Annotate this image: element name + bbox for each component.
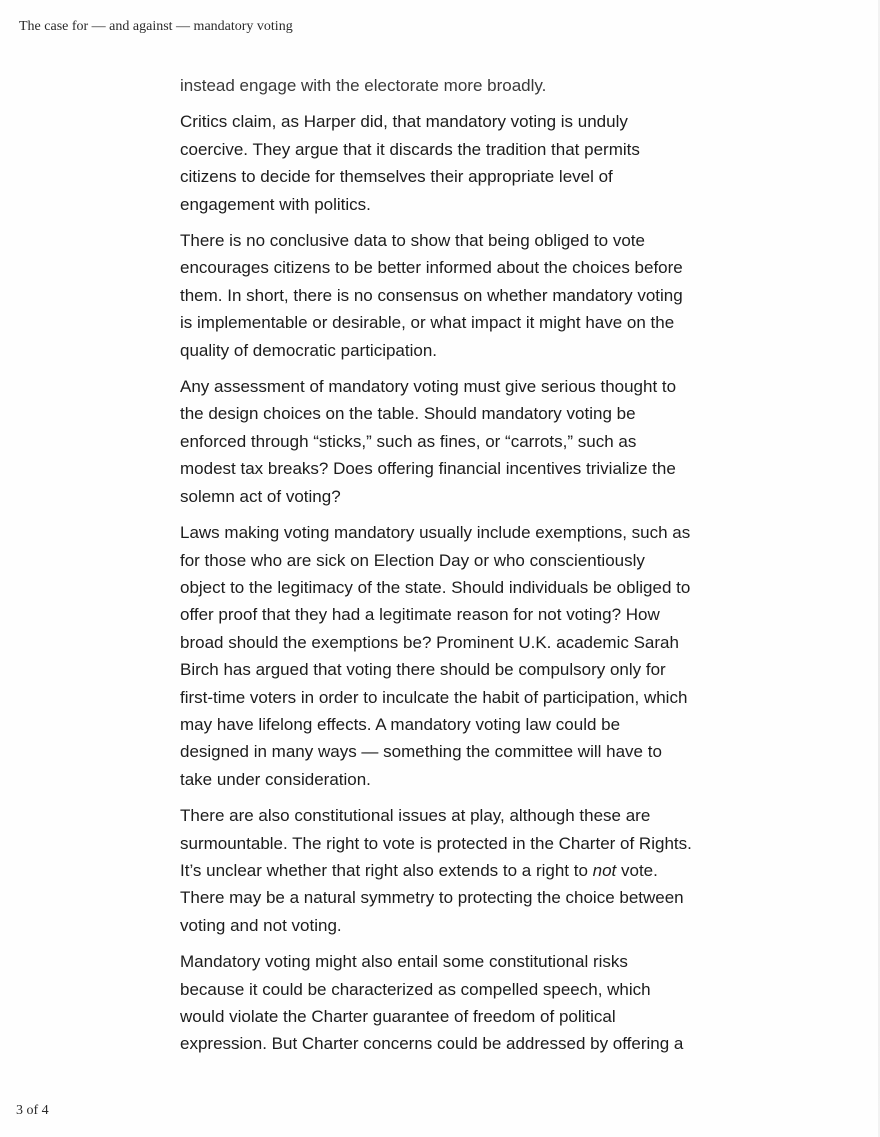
paragraph-constitutional-risks: Mandatory voting might also entail some constitutional risks because it could be characterized as compelled speech, which would violate the Charter guarantee of freedom of political expression. But Charter concerns could be addressed by offering a (180, 952, 684, 1054)
emphasis-not: not (592, 860, 617, 880)
paragraph-text: There are also constitutional issues at play, although these are surmountable. The right to vote is protected in the Charter of Rights. It’s unclear whether that right also extends to a right to (180, 806, 692, 880)
paragraph-text: vote. There may be a natural symmetry to protecting the choice between voting and not voting. (180, 860, 684, 935)
paragraph-no-conclusive-data: There is no conclusive data to show that being obliged to vote encourages citizens to be better informed about the choices before them. In short, there is no consensus on whether mandatory voting is implementable or desirable, or what impact it might have on the quality of democratic participation. (180, 231, 683, 360)
paragraph-critics: Critics claim, as Harper did, that mandatory voting is unduly coercive. They argue that it discards the tradition that permits citizens to decide for themselves their appropriate level of engagement with politics. (180, 112, 640, 214)
article-body (180, 72, 692, 1067)
paragraph-constitutional-issues (180, 802, 692, 939)
paragraph-exemptions: Laws making voting mandatory usually include exemptions, such as for those who are sick on Election Day or who conscientiously object to the legitimacy of the state. Should individuals be obliged to offer proof that they had a legitimate reason for not voting? How broad should the exemptions be? Prominent U.K. academic Sarah Birch has argued that voting there should be compulsory only for first-time voters in order to inculcate the habit of participation, which may have lifelong effects. A mandatory voting law could be designed in many ways — something the committee will have to take under consideration. (180, 523, 691, 789)
page-number: 3 of 4 (16, 1103, 49, 1118)
paragraph-continuation: instead engage with the electorate more broadly. (180, 76, 547, 95)
paragraph-design-choices: Any assessment of mandatory voting must give serious thought to the design choices on the table. Should mandatory voting be enforced through “sticks,” such as fines, or “carrots,” such as modest tax breaks? Does offering financial incentives trivialize the solemn act of voting? (180, 377, 677, 506)
page-header-title: The case for — and against — mandatory voting (19, 19, 293, 34)
